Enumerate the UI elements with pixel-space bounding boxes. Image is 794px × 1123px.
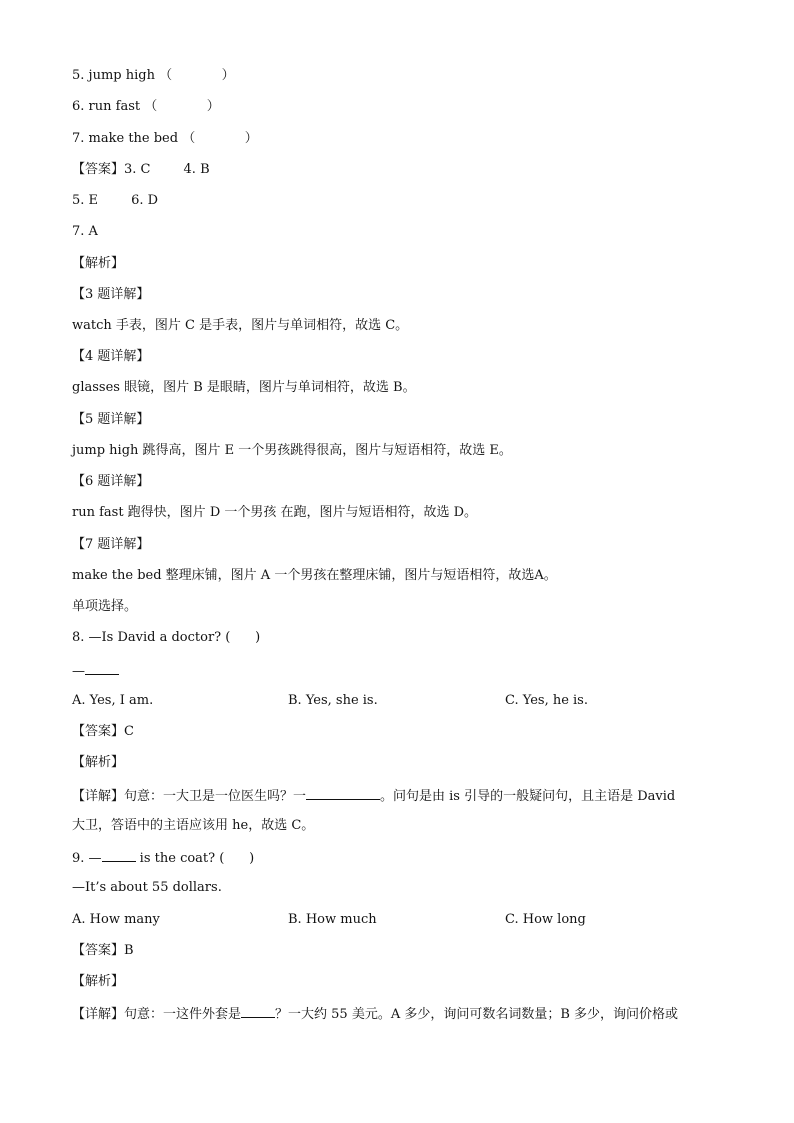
section-heading: 单项选择。	[72, 599, 138, 614]
q8-option-b: B. Yes, she is.	[288, 693, 378, 708]
question-7-line: 7. make the bed （ ）	[72, 131, 258, 146]
detail-9-line-1	[72, 1004, 678, 1024]
detail-heading-6: 【6 题详解】	[72, 474, 150, 489]
question-8-line: 8. —Is David a doctor? ( )	[72, 630, 261, 645]
answer-9: 【答案】B	[72, 943, 134, 958]
detail-heading-5: 【5 题详解】	[72, 412, 150, 427]
question-9-line	[72, 848, 254, 868]
analysis-heading-8: 【解析】	[72, 755, 125, 770]
blank-line	[306, 786, 380, 800]
detail-8-text-a: 【详解】句意：一大卫是一位医生吗？一	[72, 789, 307, 804]
blank-line	[241, 1004, 275, 1018]
detail-8-line-1	[72, 786, 675, 806]
question-6-line: 6. run fast （ ）	[72, 99, 220, 114]
blank-line	[102, 848, 136, 862]
detail-text-5: jump high 跳得高，图片 E 一个男孩跳得很高，图片与短语相符，故选 E。	[72, 443, 512, 458]
q8-option-c: C. Yes, he is.	[505, 693, 588, 708]
detail-heading-7: 【7 题详解】	[72, 537, 150, 552]
q8-option-a: A. Yes, I am.	[72, 693, 154, 708]
detail-text-6: run fast 跑得快，图片 D 一个男孩 在跑，图片与短语相符，故选 D。	[72, 505, 478, 520]
detail-9-text-a: 【详解】句意：一这件外套是	[72, 1007, 242, 1022]
answer-line-3: 7. A	[72, 224, 98, 239]
detail-9-text-b: ？一大约 55 美元。A 多少，询问可数名词数量；B 多少，询问价格或	[275, 1007, 679, 1022]
q9-option-c: C. How long	[505, 912, 586, 927]
question-5-line: 5. jump high （ ）	[72, 68, 235, 83]
q9-option-a: A. How many	[72, 912, 160, 927]
detail-text-4: glasses 眼镜，图片 B 是眼睛，图片与单词相符，故选 B。	[72, 380, 416, 395]
answer-8: 【答案】C	[72, 724, 134, 739]
answer-line-2: 5. E 6. D	[72, 193, 159, 208]
detail-8-text-b: 。问句是由 is 引导的一般疑问句，且主语是 David	[380, 789, 676, 804]
blank-line	[85, 661, 119, 675]
detail-text-7: make the bed 整理床铺，图片 A 一个男孩在整理床铺，图片与短语相符，故选A。	[72, 568, 557, 583]
detail-8-line-2: 大卫，答语中的主语应该用 he，故选 C。	[72, 818, 315, 833]
q9-option-b: B. How much	[288, 912, 377, 927]
q9-text: is the coat? ( )	[135, 851, 255, 866]
detail-heading-3: 【3 题详解】	[72, 287, 150, 302]
question-9-reply: —It’s about 55 dollars.	[72, 880, 222, 895]
answer-line-1: 【答案】3. C 4. B	[72, 162, 210, 177]
question-8-answer-blank	[72, 661, 119, 681]
analysis-heading: 【解析】	[72, 256, 125, 271]
analysis-heading-9: 【解析】	[72, 974, 125, 989]
q9-prefix: 9. —	[72, 851, 102, 866]
dash: —	[72, 664, 85, 679]
detail-text-3: watch 手表，图片 C 是手表，图片与单词相符，故选 C。	[72, 318, 409, 333]
detail-heading-4: 【4 题详解】	[72, 349, 150, 364]
